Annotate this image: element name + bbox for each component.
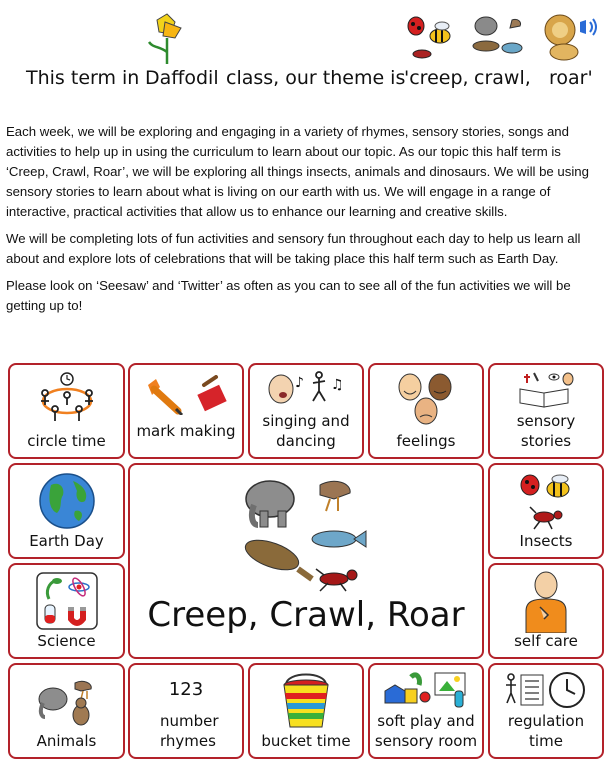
daffodil-icon bbox=[145, 12, 189, 64]
animals-group-icon bbox=[472, 14, 528, 62]
label-earth-day: Earth Day bbox=[29, 532, 104, 550]
header-word-2: Daffodil bbox=[145, 67, 219, 89]
cell-feelings bbox=[368, 363, 484, 459]
header-word-1: This term in bbox=[26, 67, 140, 89]
cell-soft-play bbox=[368, 663, 484, 759]
singing-dancing-icon bbox=[263, 369, 349, 407]
earth-globe-icon bbox=[37, 471, 97, 531]
mark-making-icon bbox=[142, 375, 230, 415]
header-word-6: roar' bbox=[549, 67, 593, 89]
circle-time-icon bbox=[37, 371, 97, 423]
cell-mark-making bbox=[128, 363, 244, 459]
label-regulation-time: regulation time bbox=[507, 712, 585, 750]
header-word-3: class, our theme is bbox=[226, 67, 406, 89]
regulation-timetable-clock-icon bbox=[503, 671, 589, 709]
label-self-care: self care bbox=[514, 632, 578, 650]
label-science: Science bbox=[37, 632, 96, 650]
cell-self-care bbox=[488, 563, 604, 659]
feelings-faces-icon bbox=[394, 371, 458, 427]
label-number-rhymes: number rhymes bbox=[160, 712, 219, 750]
science-icon bbox=[35, 571, 99, 631]
label-feelings: feelings bbox=[396, 432, 456, 450]
cell-science bbox=[8, 563, 125, 659]
label-circle-time: circle time bbox=[27, 432, 106, 450]
cell-circle-time bbox=[8, 363, 125, 459]
cell-singing-dancing bbox=[248, 363, 364, 459]
body-text bbox=[6, 122, 606, 323]
paragraph-2: We will be completing lots of fun activities and sensory fun throughout each day to help us learn all about and explore lots of celebrations that will be taking place this half term such as Earth Day. bbox=[6, 231, 581, 266]
cell-regulation-time bbox=[488, 663, 604, 759]
svg-text:♫: ♫ bbox=[331, 377, 344, 393]
svg-text:♪: ♪ bbox=[295, 375, 304, 391]
numbers-123-icon: 123 bbox=[168, 679, 204, 700]
sensory-stories-icon bbox=[514, 369, 578, 409]
cell-earth-day bbox=[8, 463, 125, 559]
insects-icon bbox=[514, 471, 578, 531]
soft-play-icon bbox=[381, 669, 471, 709]
header-word-5: crawl, bbox=[474, 67, 531, 89]
cell-insects bbox=[488, 463, 604, 559]
center-title: Creep, Crawl, Roar bbox=[147, 595, 465, 635]
label-soft-play: soft play and sensory room bbox=[374, 712, 478, 750]
ladybird-bee-icon bbox=[402, 14, 458, 62]
paragraph-1: Each week, we will be exploring and engaging in a variety of rhymes, sensory stories, songs and activities to help up in using the curriculum to learn about our topic. As our topic this half term is ‘Creep, Crawl, Roar’, we will be exploring all things insects, animals and dinosaurs. We will be using sensory stories to learn about what is living on our earth with us. We will engage in a range of interactive, practical activities that allow us to enhance our learning and creative skills. bbox=[6, 124, 589, 219]
label-insects: Insects bbox=[519, 532, 573, 550]
cell-sensory-stories bbox=[488, 363, 604, 459]
label-mark-making: mark making bbox=[136, 422, 236, 440]
cell-center-theme bbox=[128, 463, 484, 659]
cell-bucket-time bbox=[248, 663, 364, 759]
cell-animals bbox=[8, 663, 125, 759]
self-care-person-icon bbox=[518, 571, 574, 633]
creep-crawl-roar-icon bbox=[242, 475, 372, 593]
label-singing-dancing: singing and dancing bbox=[262, 412, 350, 450]
cell-number-rhymes bbox=[128, 663, 244, 759]
header-word-4: 'creep, bbox=[404, 67, 469, 89]
header bbox=[0, 0, 615, 100]
label-sensory-stories: sensory stories bbox=[516, 412, 576, 450]
label-bucket-time: bucket time bbox=[261, 732, 351, 750]
animals-icon bbox=[35, 675, 99, 727]
lion-roar-icon bbox=[540, 12, 602, 64]
paragraph-3: Please look on ‘Seesaw’ and ‘Twitter’ as often as you can to see all of the fun activities we will be getting up to! bbox=[6, 278, 571, 313]
label-animals: Animals bbox=[36, 732, 97, 750]
bucket-icon bbox=[278, 669, 334, 731]
